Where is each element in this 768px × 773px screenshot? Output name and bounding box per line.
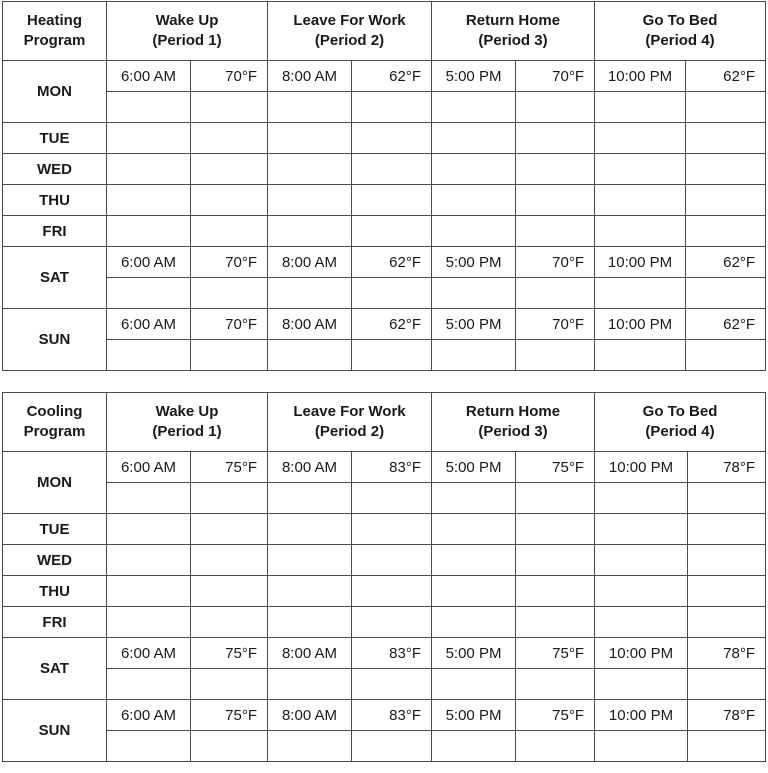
period-4-header: Go To Bed (Period 4)	[595, 2, 766, 61]
table-row-wed	[3, 154, 766, 185]
blank-cell	[191, 607, 268, 638]
day-label-wed: WED	[3, 154, 107, 185]
temp-cell: 62°F	[686, 61, 766, 92]
temp-cell: 62°F	[352, 61, 432, 92]
temp-cell: 83°F	[352, 700, 432, 731]
time-cell: 8:00 AM	[268, 309, 352, 340]
blank-cell	[516, 731, 595, 762]
blank-cell	[432, 278, 516, 309]
blank-cell	[688, 514, 766, 545]
blank-cell	[686, 278, 766, 309]
blank-cell	[191, 576, 268, 607]
blank-cell	[268, 514, 352, 545]
blank-cell	[595, 154, 686, 185]
blank-cell	[107, 669, 191, 700]
time-cell: 8:00 AM	[268, 452, 352, 483]
period-2-header: Leave For Work (Period 2)	[268, 2, 432, 61]
day-label-mon: MON	[3, 452, 107, 514]
blank-cell	[432, 514, 516, 545]
blank-cell	[516, 185, 595, 216]
blank-cell	[595, 185, 686, 216]
blank-cell	[268, 278, 352, 309]
temp-cell: 78°F	[688, 452, 766, 483]
blank-cell	[352, 340, 432, 371]
table-row-blank	[3, 92, 766, 123]
blank-cell	[191, 669, 268, 700]
blank-cell	[595, 514, 688, 545]
day-label-thu: THU	[3, 576, 107, 607]
blank-cell	[686, 154, 766, 185]
blank-cell	[268, 216, 352, 247]
table-row-sun	[3, 700, 766, 731]
time-cell: 8:00 AM	[268, 638, 352, 669]
blank-cell	[352, 669, 432, 700]
blank-cell	[352, 216, 432, 247]
blank-cell	[686, 216, 766, 247]
program-title-cell: Cooling Program	[3, 393, 107, 452]
blank-cell	[688, 545, 766, 576]
blank-cell	[432, 185, 516, 216]
day-label-sat: SAT	[3, 247, 107, 309]
blank-cell	[516, 154, 595, 185]
temp-cell: 70°F	[191, 247, 268, 278]
temp-cell: 62°F	[686, 247, 766, 278]
blank-cell	[516, 514, 595, 545]
blank-cell	[516, 123, 595, 154]
table-row-thu	[3, 576, 766, 607]
blank-cell	[107, 340, 191, 371]
blank-cell	[352, 607, 432, 638]
blank-cell	[516, 216, 595, 247]
blank-cell	[516, 92, 595, 123]
day-label-sat: SAT	[3, 638, 107, 700]
time-cell: 5:00 PM	[432, 309, 516, 340]
day-label-thu: THU	[3, 185, 107, 216]
temp-cell: 70°F	[191, 61, 268, 92]
blank-cell	[595, 607, 688, 638]
period-1-header: Wake Up (Period 1)	[107, 393, 268, 452]
blank-cell	[352, 123, 432, 154]
blank-cell	[352, 92, 432, 123]
time-cell: 10:00 PM	[595, 309, 686, 340]
blank-cell	[107, 483, 191, 514]
cooling-program-table	[2, 392, 766, 762]
time-cell: 6:00 AM	[107, 638, 191, 669]
blank-cell	[686, 185, 766, 216]
time-cell: 10:00 PM	[595, 700, 688, 731]
temp-cell: 75°F	[191, 638, 268, 669]
temp-cell: 62°F	[352, 247, 432, 278]
blank-cell	[432, 483, 516, 514]
time-cell: 6:00 AM	[107, 309, 191, 340]
time-cell: 8:00 AM	[268, 247, 352, 278]
day-label-wed: WED	[3, 545, 107, 576]
period-3-header: Return Home (Period 3)	[432, 393, 595, 452]
blank-cell	[432, 340, 516, 371]
blank-cell	[516, 278, 595, 309]
blank-cell	[191, 731, 268, 762]
period-2-header: Leave For Work (Period 2)	[268, 393, 432, 452]
table-row-blank	[3, 731, 766, 762]
blank-cell	[268, 483, 352, 514]
blank-cell	[268, 545, 352, 576]
table-row-fri	[3, 216, 766, 247]
blank-cell	[686, 92, 766, 123]
blank-cell	[107, 185, 191, 216]
blank-cell	[516, 483, 595, 514]
time-cell: 5:00 PM	[432, 247, 516, 278]
blank-cell	[107, 278, 191, 309]
time-cell: 5:00 PM	[432, 700, 516, 731]
blank-cell	[688, 483, 766, 514]
blank-cell	[191, 483, 268, 514]
time-cell: 6:00 AM	[107, 700, 191, 731]
temp-cell: 70°F	[516, 309, 595, 340]
temp-cell: 83°F	[352, 638, 432, 669]
blank-cell	[595, 216, 686, 247]
blank-cell	[432, 123, 516, 154]
blank-cell	[107, 216, 191, 247]
time-cell: 8:00 AM	[268, 700, 352, 731]
temp-cell: 62°F	[352, 309, 432, 340]
temp-cell: 75°F	[516, 638, 595, 669]
day-label-tue: TUE	[3, 514, 107, 545]
day-label-fri: FRI	[3, 216, 107, 247]
blank-cell	[686, 340, 766, 371]
time-cell: 5:00 PM	[432, 61, 516, 92]
blank-cell	[432, 216, 516, 247]
day-label-sun: SUN	[3, 309, 107, 371]
temp-cell: 70°F	[191, 309, 268, 340]
blank-cell	[191, 278, 268, 309]
blank-cell	[432, 154, 516, 185]
temp-cell: 78°F	[688, 700, 766, 731]
blank-cell	[516, 607, 595, 638]
blank-cell	[432, 545, 516, 576]
blank-cell	[107, 731, 191, 762]
blank-cell	[432, 607, 516, 638]
blank-cell	[191, 154, 268, 185]
blank-cell	[352, 545, 432, 576]
temp-cell: 70°F	[516, 247, 595, 278]
table-row-mon	[3, 61, 766, 92]
blank-cell	[595, 669, 688, 700]
blank-cell	[191, 123, 268, 154]
time-cell: 6:00 AM	[107, 61, 191, 92]
blank-cell	[107, 545, 191, 576]
blank-cell	[191, 185, 268, 216]
temp-cell: 62°F	[686, 309, 766, 340]
blank-cell	[268, 731, 352, 762]
header-row	[3, 393, 766, 452]
time-cell: 10:00 PM	[595, 61, 686, 92]
time-cell: 6:00 AM	[107, 452, 191, 483]
table-row-sat	[3, 247, 766, 278]
blank-cell	[268, 607, 352, 638]
blank-cell	[688, 731, 766, 762]
period-3-header: Return Home (Period 3)	[432, 2, 595, 61]
blank-cell	[686, 123, 766, 154]
temp-cell: 78°F	[688, 638, 766, 669]
blank-cell	[191, 92, 268, 123]
blank-cell	[595, 340, 686, 371]
blank-cell	[268, 154, 352, 185]
blank-cell	[268, 123, 352, 154]
blank-cell	[268, 185, 352, 216]
table-row-mon	[3, 452, 766, 483]
blank-cell	[191, 514, 268, 545]
table-row-blank	[3, 483, 766, 514]
temp-cell: 83°F	[352, 452, 432, 483]
blank-cell	[352, 185, 432, 216]
temp-cell: 75°F	[516, 700, 595, 731]
table-row-tue	[3, 514, 766, 545]
blank-cell	[107, 92, 191, 123]
time-cell: 6:00 AM	[107, 247, 191, 278]
temp-cell: 70°F	[516, 61, 595, 92]
temp-cell: 75°F	[516, 452, 595, 483]
blank-cell	[352, 278, 432, 309]
blank-cell	[432, 92, 516, 123]
temp-cell: 75°F	[191, 452, 268, 483]
blank-cell	[107, 123, 191, 154]
blank-cell	[432, 731, 516, 762]
blank-cell	[352, 483, 432, 514]
table-row-wed	[3, 545, 766, 576]
blank-cell	[432, 576, 516, 607]
day-label-tue: TUE	[3, 123, 107, 154]
blank-cell	[595, 576, 688, 607]
period-4-header: Go To Bed (Period 4)	[595, 393, 766, 452]
time-cell: 5:00 PM	[432, 452, 516, 483]
blank-cell	[688, 576, 766, 607]
blank-cell	[352, 576, 432, 607]
time-cell: 10:00 PM	[595, 638, 688, 669]
day-label-sun: SUN	[3, 700, 107, 762]
blank-cell	[516, 545, 595, 576]
blank-cell	[191, 216, 268, 247]
day-label-mon: MON	[3, 61, 107, 123]
blank-cell	[107, 607, 191, 638]
blank-cell	[191, 340, 268, 371]
blank-cell	[191, 545, 268, 576]
table-row-blank	[3, 340, 766, 371]
blank-cell	[432, 669, 516, 700]
blank-cell	[595, 92, 686, 123]
table-row-fri	[3, 607, 766, 638]
blank-cell	[268, 576, 352, 607]
blank-cell	[688, 607, 766, 638]
table-row-sun	[3, 309, 766, 340]
blank-cell	[516, 340, 595, 371]
temp-cell: 75°F	[191, 700, 268, 731]
blank-cell	[516, 669, 595, 700]
blank-cell	[595, 731, 688, 762]
blank-cell	[595, 278, 686, 309]
blank-cell	[107, 154, 191, 185]
blank-cell	[352, 731, 432, 762]
table-row-blank	[3, 278, 766, 309]
program-title-cell: Heating Program	[3, 2, 107, 61]
blank-cell	[268, 669, 352, 700]
time-cell: 10:00 PM	[595, 247, 686, 278]
period-1-header: Wake Up (Period 1)	[107, 2, 268, 61]
header-row	[3, 2, 766, 61]
time-cell: 5:00 PM	[432, 638, 516, 669]
blank-cell	[352, 514, 432, 545]
blank-cell	[595, 483, 688, 514]
table-row-blank	[3, 669, 766, 700]
blank-cell	[516, 576, 595, 607]
blank-cell	[595, 545, 688, 576]
blank-cell	[595, 123, 686, 154]
time-cell: 8:00 AM	[268, 61, 352, 92]
blank-cell	[107, 576, 191, 607]
blank-cell	[268, 340, 352, 371]
day-label-fri: FRI	[3, 607, 107, 638]
blank-cell	[352, 154, 432, 185]
table-row-thu	[3, 185, 766, 216]
blank-cell	[268, 92, 352, 123]
blank-cell	[107, 514, 191, 545]
table-row-tue	[3, 123, 766, 154]
heating-program-table	[2, 1, 766, 371]
blank-cell	[688, 669, 766, 700]
time-cell: 10:00 PM	[595, 452, 688, 483]
table-row-sat	[3, 638, 766, 669]
